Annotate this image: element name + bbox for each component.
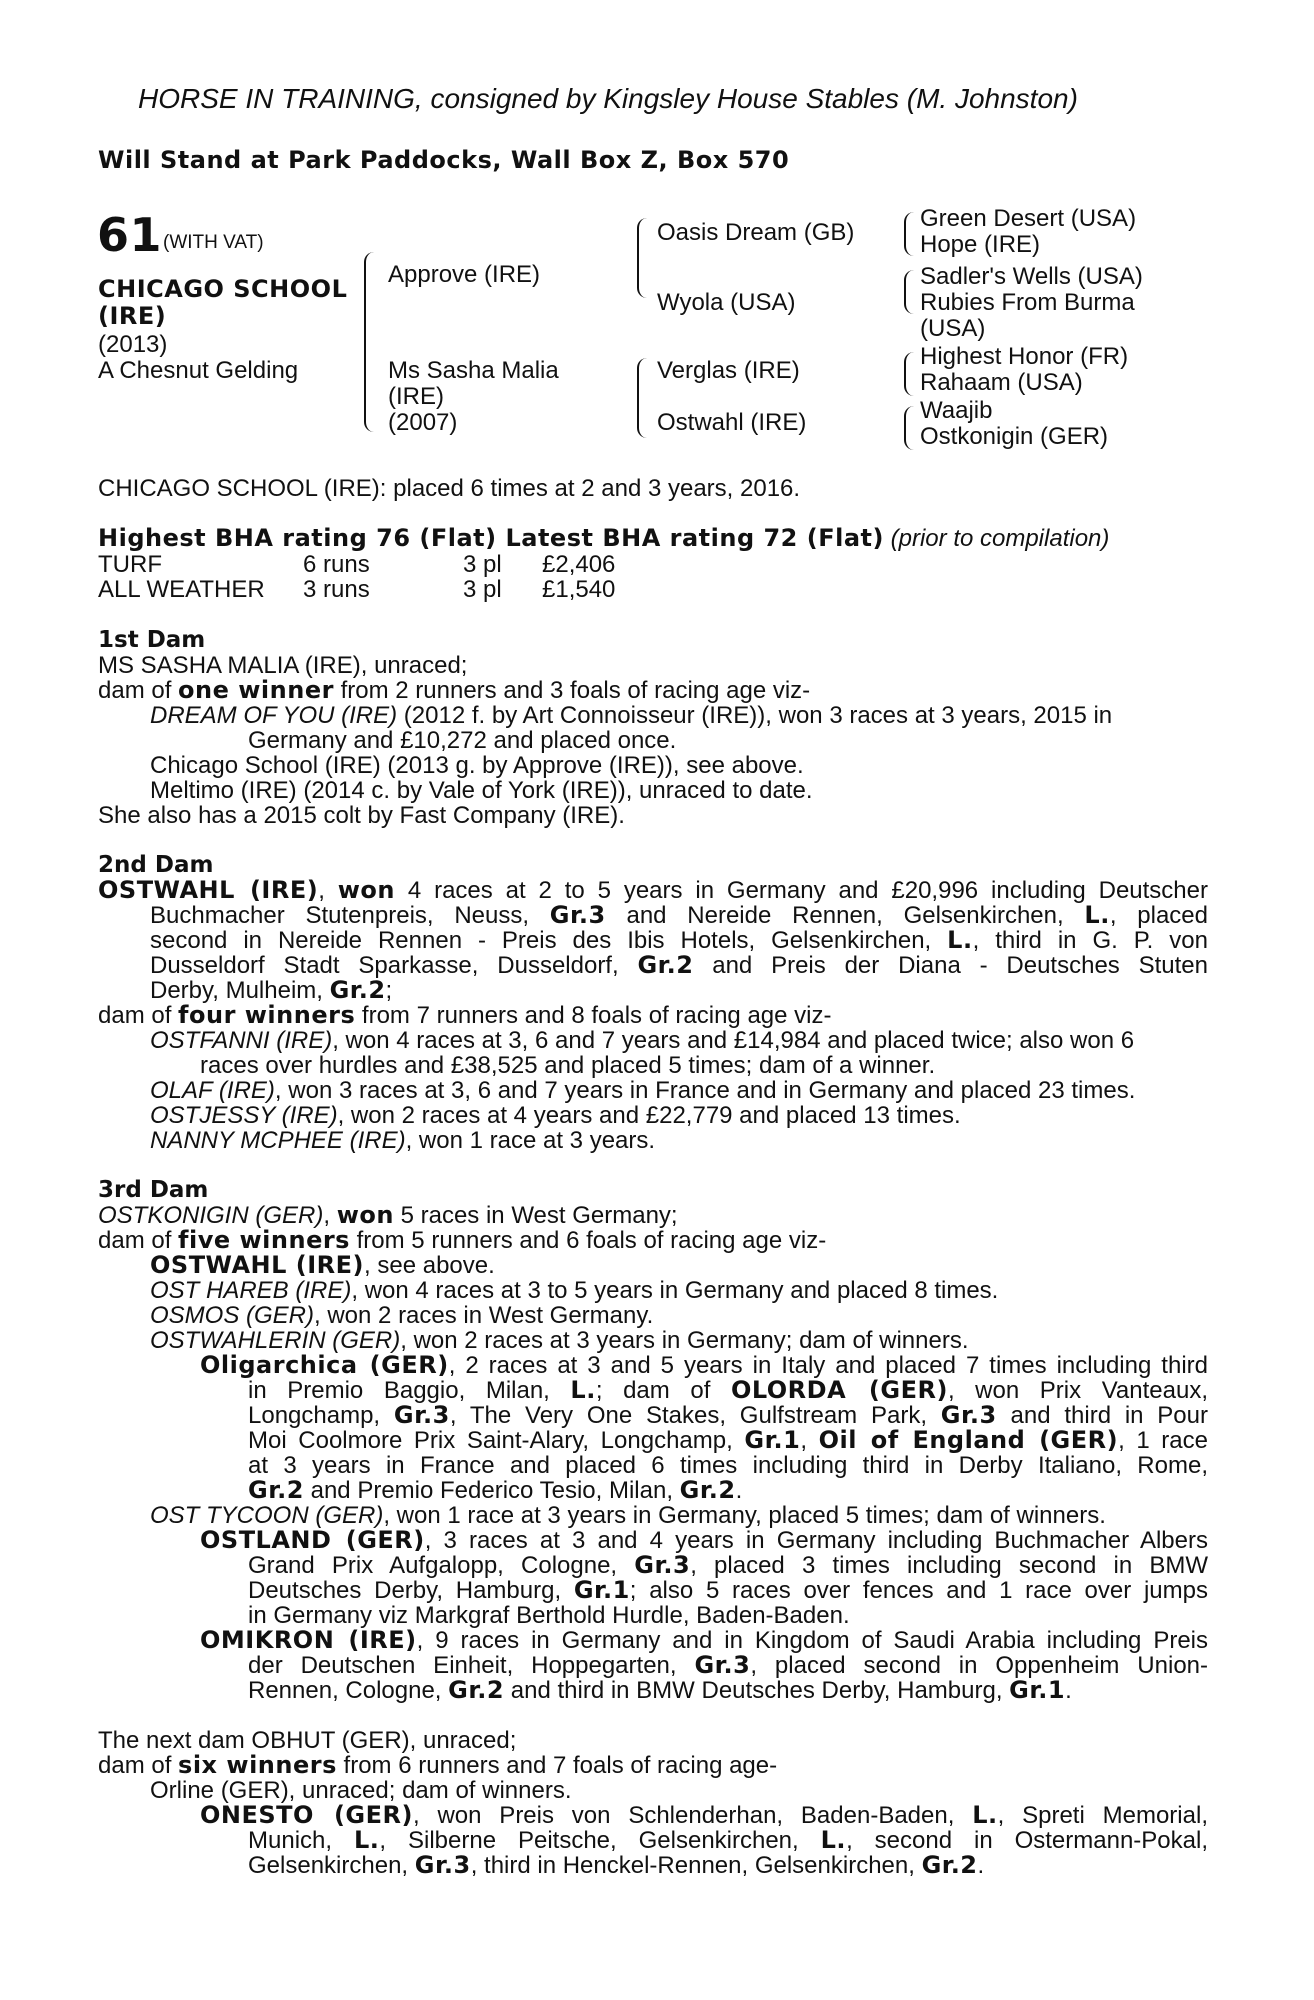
sire-dam: Wyola (USA) — [657, 289, 796, 316]
third-dam-foal: OSTWAHLERIN (GER), won 2 races at 3 years in Germany; dam of winners. — [150, 1327, 969, 1354]
pedigree-bracket-g4 — [904, 406, 914, 450]
pedigree-bracket-dam — [637, 358, 648, 438]
third-dam-grandfoal-cont: Longchamp, Gr.3, The Very One Stakes, Gulfstream Park, Gr.3 and third in Pour — [248, 1401, 1208, 1429]
first-dam-heading: 1st Dam — [98, 627, 206, 653]
first-dam-foal-cont: Germany and £10,272 and placed once. — [248, 727, 677, 754]
third-dam-foal: OST TYCOON (GER), won 1 race at 3 years in Germany, placed 5 times; dam of winners. — [150, 1502, 1106, 1529]
pedigree-bracket-sire — [637, 218, 648, 298]
pedigree-bracket-main — [364, 252, 376, 432]
second-dam-line: Derby, Mulheim, Gr.2; — [150, 976, 393, 1004]
second-dam-line: Dusseldorf Stadt Sparkasse, Dusseldorf, Gr.2 and Preis der Diana - Deutsches Stuten — [150, 951, 1209, 979]
granddam-1: Hope (IRE) — [920, 231, 1041, 258]
next-dam-grandfoal-cont: Munich, L., Silberne Peitsche, Gelsenkirchen, L., second in Ostermann-Pokal, — [248, 1826, 1208, 1854]
horse-name-line2: (IRE) — [98, 302, 167, 330]
granddam-2b: (USA) — [920, 315, 986, 342]
first-dam-section — [98, 628, 1208, 828]
next-dam-name: The next dam OBHUT (GER), unraced; — [98, 1727, 517, 1754]
horse-description: A Chesnut Gelding — [98, 357, 299, 384]
first-dam-name: MS SASHA MALIA (IRE), unraced; — [98, 652, 468, 679]
aw-money: £1,540 — [542, 576, 616, 603]
granddam-3: Rahaam (USA) — [920, 369, 1083, 396]
third-dam-grandfoal-cont: Moi Coolmore Prix Saint-Alary, Longchamp, Gr.1, Oil of England (GER), 1 race — [248, 1426, 1208, 1454]
third-dam-produce: dam of five winners from 5 runners and 6 foals of racing age viz- — [98, 1226, 827, 1254]
race-summary: CHICAGO SCHOOL (IRE): placed 6 times at 2 and 3 years, 2016. — [98, 475, 801, 502]
second-dam-foal: OLAF (IRE), won 3 races at 3, 6 and 7 years in France and in Germany and placed 23 times. — [150, 1077, 1136, 1104]
sire-sire: Oasis Dream (GB) — [657, 219, 855, 246]
next-dam-grandfoal-cont: Gelsenkirchen, Gr.3, third in Henckel-Rennen, Gelsenkirchen, Gr.2. — [248, 1851, 985, 1879]
first-dam-foal: Chicago School (IRE) (2013 g. by Approve (IRE)), see above. — [150, 752, 804, 779]
third-dam-foal: OSTWAHL (IRE), see above. — [150, 1251, 495, 1279]
second-dam-line: Buchmacher Stutenpreis, Neuss, Gr.3 and Nereide Rennen, Gelsenkirchen, L., placed — [150, 901, 1208, 929]
third-dam-grandfoal: OSTLAND (GER), 3 races at 3 and 4 years in Germany including Buchmacher Albers — [200, 1526, 1208, 1554]
second-dam-section — [98, 853, 1208, 1153]
third-dam-foal: OSMOS (GER), won 2 races in West Germany. — [150, 1302, 654, 1329]
turf-placed: 3 pl — [463, 551, 502, 578]
dam-line2: (IRE) — [388, 383, 444, 410]
dam-line3: (2007) — [388, 409, 458, 436]
first-dam-foal: DREAM OF YOU (IRE) (2012 f. by Art Connoisseur (IRE)), won 3 races at 3 years, 2015 in — [150, 702, 1113, 729]
third-dam-grandfoal: OMIKRON (IRE), 9 races in Germany and in Kingdom of Saudi Arabia including Preis — [200, 1626, 1208, 1654]
grandsire-2: Sadler's Wells (USA) — [920, 263, 1143, 290]
second-dam-line: second in Nereide Rennen - Preis des Ibis Hotels, Gelsenkirchen, L., third in G. P. von — [150, 926, 1208, 954]
turf-runs: 6 runs — [303, 551, 370, 578]
vat-note: (WITH VAT) — [163, 232, 264, 253]
ratings-line — [98, 526, 1109, 551]
third-dam-section — [98, 1178, 1208, 1703]
next-dam-foal: Orline (GER), unraced; dam of winners. — [150, 1777, 572, 1804]
third-dam-grandfoal: Oligarchica (GER), 2 races at 3 and 5 years in Italy and placed 7 times including third — [200, 1351, 1208, 1379]
third-dam-heading: 3rd Dam — [98, 1177, 209, 1203]
third-dam-name: OSTKONIGIN (GER), won 5 races in West Germany; — [98, 1201, 678, 1229]
pedigree-bracket-g3 — [904, 352, 914, 396]
second-dam-foal-cont: races over hurdles and £38,525 and placed 5 times; dam of a winner. — [200, 1052, 936, 1079]
second-dam-foal: OSTJESSY (IRE), won 2 races at 4 years and £22,779 and placed 13 times. — [150, 1102, 961, 1129]
second-dam-foal: NANNY MCPHEE (IRE), won 1 race at 3 years. — [150, 1127, 656, 1154]
second-dam-produce: dam of four winners from 7 runners and 8 foals of racing age viz- — [98, 1001, 832, 1029]
first-dam-note: She also has a 2015 colt by Fast Company (IRE). — [98, 802, 625, 829]
first-dam-foal: Meltimo (IRE) (2014 c. by Vale of York (IRE)), unraced to date. — [150, 777, 813, 804]
grandsire-4: Waajib — [920, 397, 993, 424]
dam-dam: Ostwahl (IRE) — [657, 409, 807, 436]
horse-year: (2013) — [98, 331, 168, 358]
ratings-note: (prior to compilation) — [890, 525, 1110, 552]
ratings-bold: Highest BHA rating 76 (Flat) Latest BHA rating 72 (Flat) — [98, 524, 884, 552]
granddam-2a: Rubies From Burma — [920, 289, 1135, 316]
stand-location: Will Stand at Park Paddocks, Wall Box Z, Box 570 — [98, 146, 790, 174]
next-dam-produce: dam of six winners from 6 runners and 7 foals of racing age- — [98, 1751, 778, 1779]
third-dam-grandfoal-cont: in Premio Baggio, Milan, L.; dam of OLORDA (GER), won Prix Vanteaux, — [248, 1376, 1208, 1404]
dam-line1: Ms Sasha Malia — [388, 357, 559, 384]
third-dam-grandfoal-cont: der Deutschen Einheit, Hoppegarten, Gr.3, placed second in Oppenheim Union- — [248, 1651, 1209, 1679]
second-dam-line: OSTWAHL (IRE), won 4 races at 2 to 5 years in Germany and £20,996 including Deutscher — [98, 876, 1208, 904]
sire: Approve (IRE) — [388, 261, 541, 288]
horse-name-line1: CHICAGO SCHOOL — [98, 275, 348, 303]
granddam-4: Ostkonigin (GER) — [920, 423, 1109, 450]
aw-runs: 3 runs — [303, 576, 370, 603]
second-dam-heading: 2nd Dam — [98, 852, 214, 878]
aw-placed: 3 pl — [463, 576, 502, 603]
pedigree-bracket-g2 — [904, 270, 914, 314]
next-dam-grandfoal: ONESTO (GER), won Preis von Schlenderhan, Baden-Baden, L., Spreti Memorial, — [200, 1801, 1208, 1829]
pedigree-bracket-g1 — [904, 212, 914, 256]
third-dam-grandfoal-cont: Gr.2 and Premio Federico Tesio, Milan, Gr.2. — [248, 1476, 743, 1504]
page-title: HORSE IN TRAINING, consigned by Kingsley House Stables (M. Johnston) — [138, 83, 1078, 114]
third-dam-foal: OST HAREB (IRE), won 4 races at 3 to 5 years in Germany and placed 8 times. — [150, 1277, 999, 1304]
turf-money: £2,406 — [542, 551, 616, 578]
third-dam-grandfoal-cont: in Germany viz Markgraf Berthold Hurdle, Baden-Baden. — [248, 1602, 850, 1629]
third-dam-grandfoal-cont: Rennen, Cologne, Gr.2 and third in BMW Deutsches Derby, Hamburg, Gr.1. — [248, 1676, 1072, 1704]
next-dam-section — [98, 1728, 1208, 1878]
third-dam-grandfoal-cont: Grand Prix Aufgalopp, Cologne, Gr.3, placed 3 times including second in BMW — [248, 1551, 1208, 1579]
grandsire-3: Highest Honor (FR) — [920, 343, 1129, 370]
third-dam-grandfoal-cont: at 3 years in France and placed 6 times including third in Derby Italiano, Rome, — [248, 1452, 1208, 1479]
lot-number: 61 — [97, 208, 163, 262]
second-dam-foal: OSTFANNI (IRE), won 4 races at 3, 6 and 7 years and £14,984 and placed twice; also won 6 — [150, 1027, 1135, 1054]
aw-surface: ALL WEATHER — [98, 576, 265, 603]
dam-sire: Verglas (IRE) — [657, 357, 800, 384]
first-dam-produce: dam of one winner from 2 runners and 3 foals of racing age viz- — [98, 676, 811, 704]
third-dam-grandfoal-cont: Deutsches Derby, Hamburg, Gr.1; also 5 races over fences and 1 race over jumps — [248, 1576, 1208, 1604]
grandsire-1: Green Desert (USA) — [920, 205, 1137, 232]
turf-surface: TURF — [98, 551, 162, 578]
